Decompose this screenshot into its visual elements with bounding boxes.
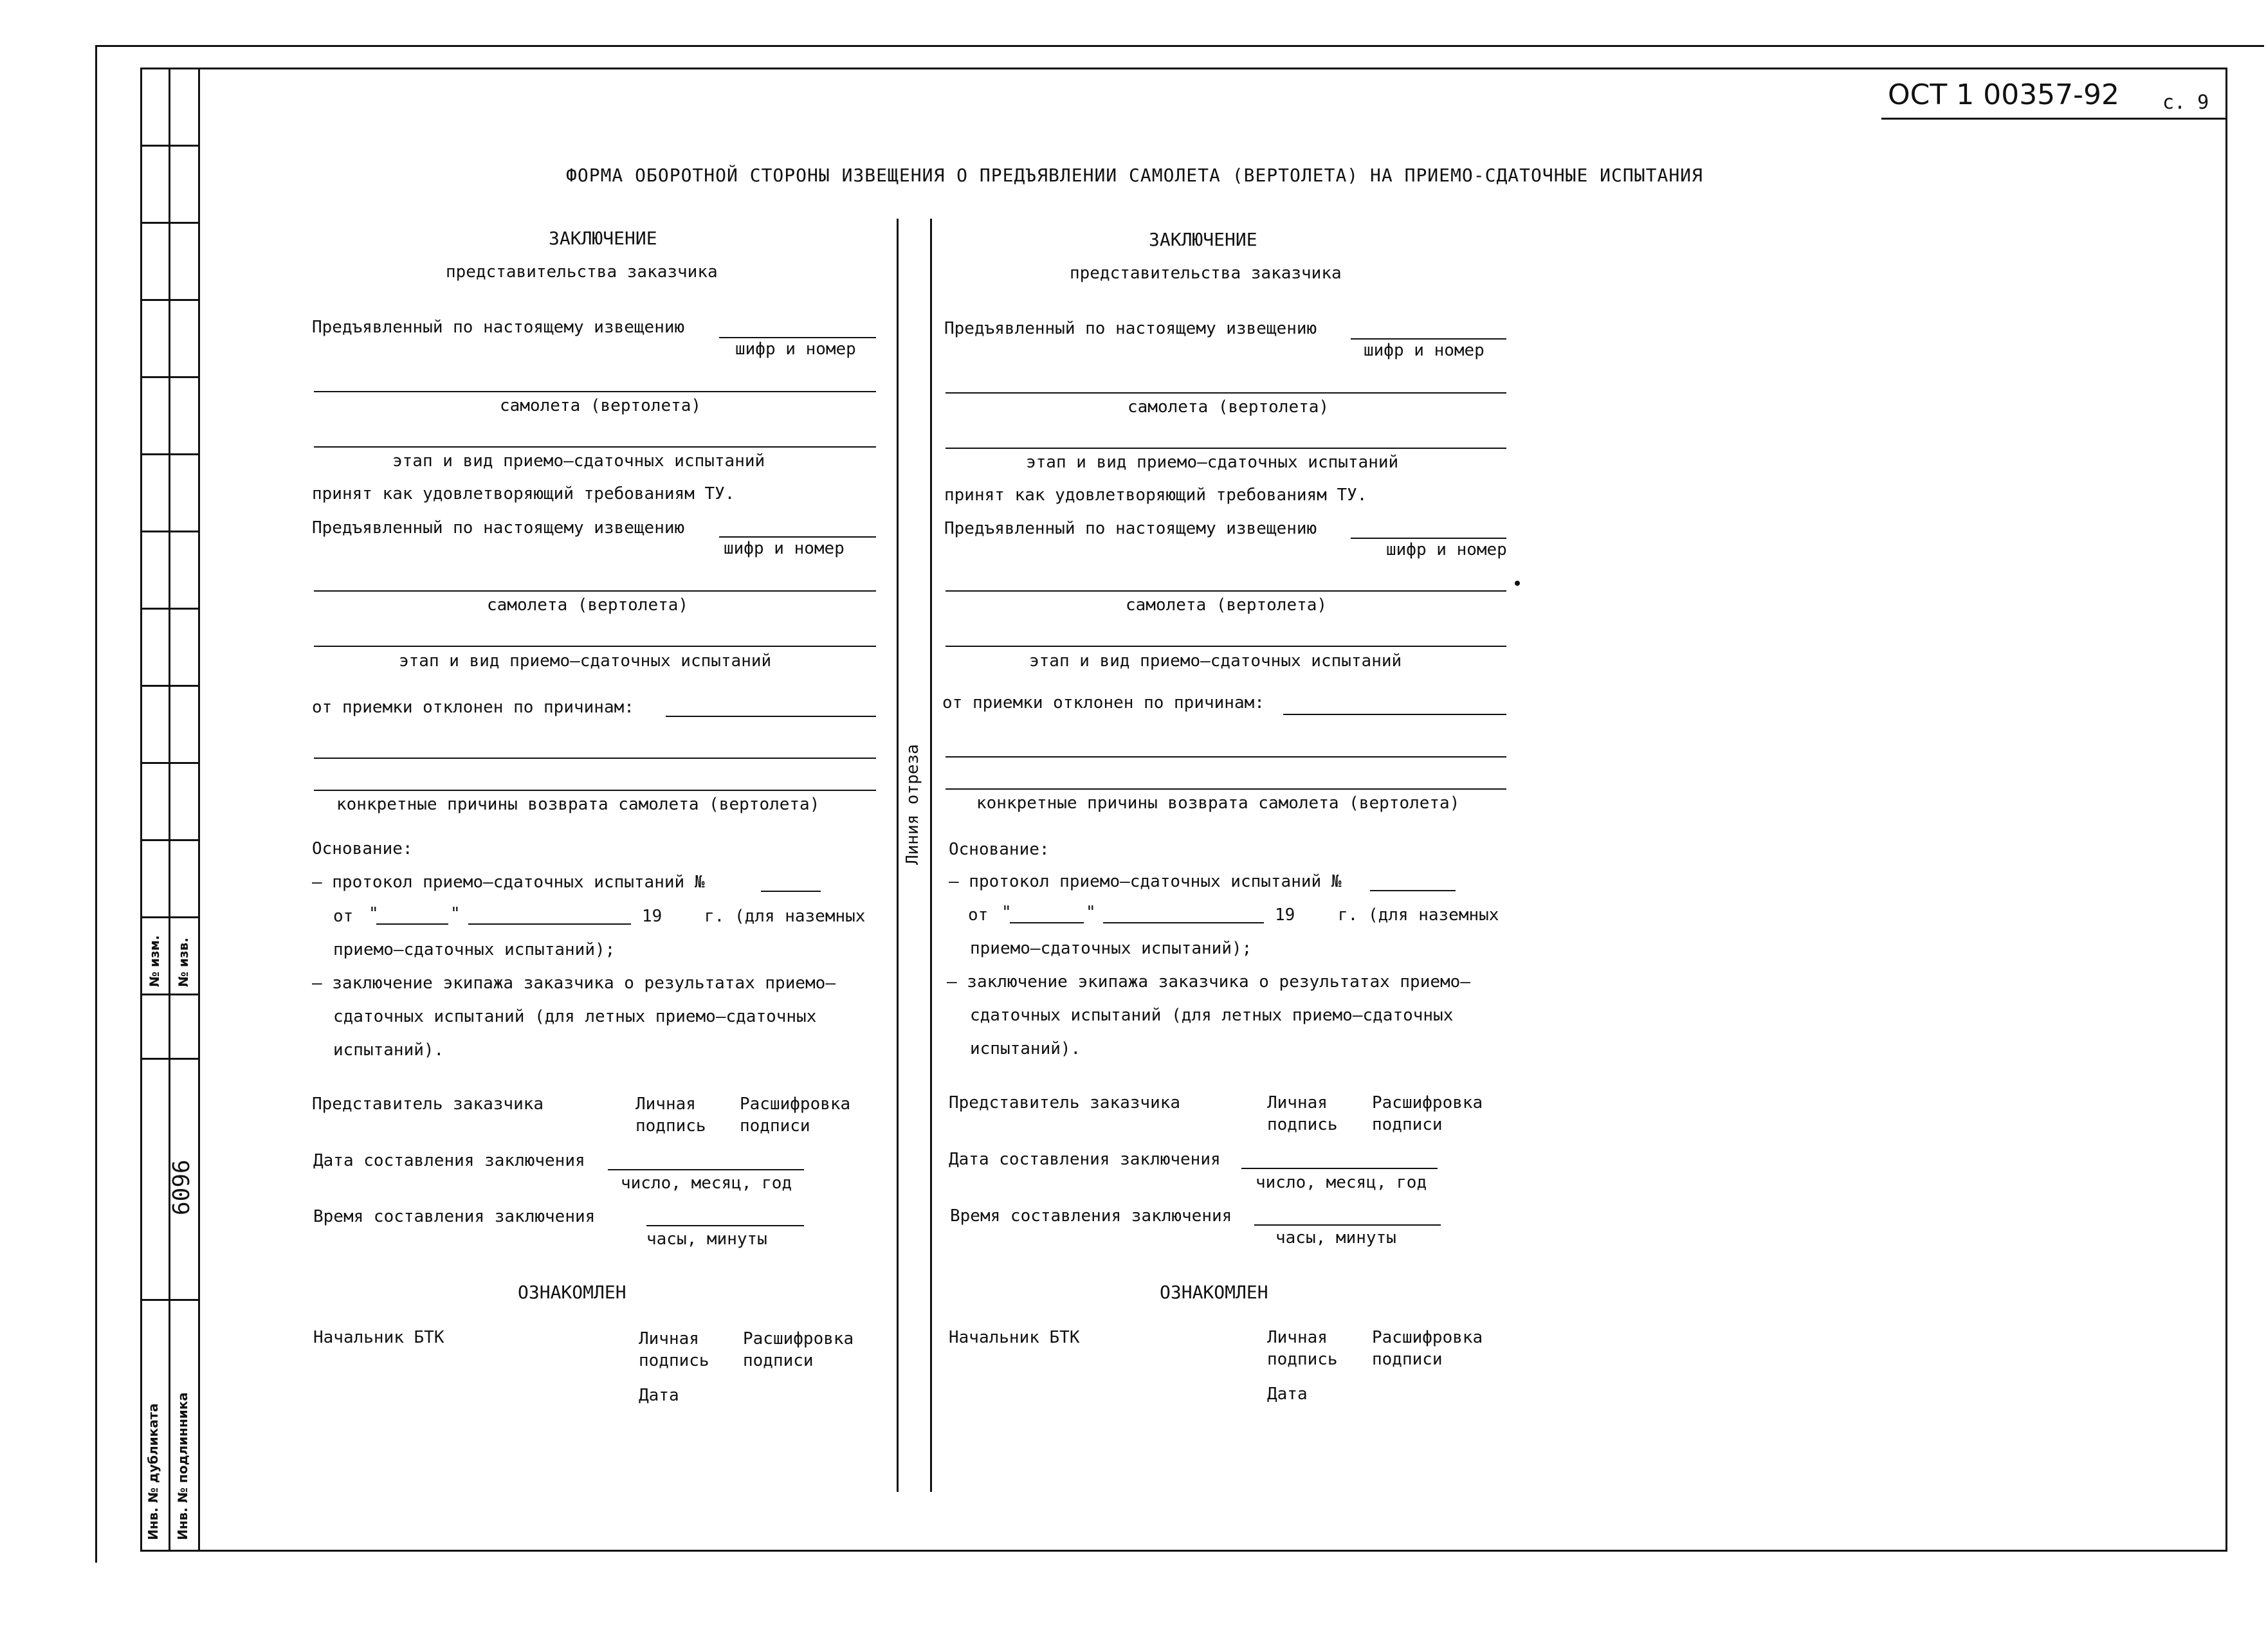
sidebar-izv: № изв. xyxy=(176,938,191,987)
left-stage-1: этап и вид приемо–сдаточных испытаний xyxy=(392,451,765,471)
sidebar-cell xyxy=(140,299,198,301)
left-day-line[interactable] xyxy=(376,923,448,925)
left-rep: Представитель заказчика xyxy=(312,1094,544,1114)
inner-frame-right xyxy=(2225,68,2227,1552)
left-basis: Основание: xyxy=(312,839,413,858)
left-date-line[interactable] xyxy=(608,1169,804,1170)
left-aircraft-2: самолета (вертолета) xyxy=(487,595,689,615)
sidebar-inv-dublikata: Инв. № дубликата xyxy=(145,1403,161,1540)
left-crew-2: сдаточных испытаний (для летных приемо–сдаточных xyxy=(333,1007,817,1026)
left-heading: ЗАКЛЮЧЕНИЕ xyxy=(549,228,657,249)
frame-left xyxy=(95,45,97,1563)
right-quote-close: " xyxy=(1086,903,1096,922)
page-title: ФОРМА ОБОРОТНОЙ СТОРОНЫ ИЗВЕЩЕНИЯ О ПРЕДЪЯВЛЕНИИ САМОЛЕТА (ВЕРТОЛЕТА) НА ПРИЕМО-СДАТОЧНЫЕ ИСПЫТАНИЯ xyxy=(566,165,1703,186)
left-subheading: представительства заказчика xyxy=(446,262,718,282)
left-quote-close: " xyxy=(450,904,461,923)
left-ground-2: приемо–сдаточных испытаний); xyxy=(333,940,616,959)
right-chief: Начальник БТК xyxy=(949,1328,1080,1347)
left-aircraft-line-2[interactable] xyxy=(314,590,876,592)
left-cipher-line-1[interactable] xyxy=(719,337,876,338)
left-cipher-line-2[interactable] xyxy=(719,536,876,538)
right-time-label: Время составления заключения xyxy=(950,1206,1232,1226)
sidebar-cell xyxy=(140,222,198,224)
sidebar-cell xyxy=(140,916,198,918)
right-protocol: – протокол приемо–сдаточных испытаний № xyxy=(949,872,1342,891)
right-crew-1: – заключение экипажа заказчика о результатах приемо– xyxy=(947,972,1470,992)
left-reasons-line-c[interactable] xyxy=(314,790,876,791)
left-ground: г. (для наземных xyxy=(704,907,866,926)
sidebar-inner-right xyxy=(198,68,200,1552)
left-crew-1: – заключение экипажа заказчика о результатах приемо– xyxy=(312,974,836,993)
sidebar-cell xyxy=(140,531,198,532)
left-crew-3: испытаний). xyxy=(333,1040,444,1060)
cut-line-left xyxy=(897,219,899,1492)
frame-top xyxy=(95,45,2264,47)
right-sig-2b: подпись xyxy=(1267,1350,1338,1369)
left-aircraft-1: самолета (вертолета) xyxy=(500,396,702,415)
right-stage-2: этап и вид приемо–сдаточных испытаний xyxy=(1029,651,1402,671)
right-cipher-line-2[interactable] xyxy=(1351,538,1506,539)
right-stage-1: этап и вид приемо–сдаточных испытаний xyxy=(1026,453,1399,472)
inner-frame-top xyxy=(140,68,2227,69)
right-time-line[interactable] xyxy=(1254,1224,1441,1226)
right-month-line[interactable] xyxy=(1103,922,1264,923)
left-cipher-2: шифр и номер xyxy=(724,539,845,558)
left-quote-open: " xyxy=(369,904,379,923)
right-date-hint: число, месяц, год xyxy=(1256,1173,1427,1192)
right-aircraft-1: самолета (вертолета) xyxy=(1128,397,1329,417)
left-date-label: Дата составления заключения xyxy=(313,1151,585,1170)
sidebar-number: 6096 xyxy=(169,1159,195,1215)
left-aircraft-line-1[interactable] xyxy=(314,391,876,392)
sidebar-outer-left xyxy=(140,68,142,1552)
right-reasons: конкретные причины возврата самолета (вертолета) xyxy=(976,794,1460,813)
right-basis: Основание: xyxy=(949,840,1050,859)
right-cipher-line-1[interactable] xyxy=(1351,338,1506,340)
right-protocol-no-line[interactable] xyxy=(1370,890,1456,891)
left-date-short: Дата xyxy=(639,1386,679,1405)
left-presented-1: Предъявленный по настоящему извещению xyxy=(312,318,685,337)
left-sig-2: подпись xyxy=(635,1116,706,1136)
right-from: от xyxy=(968,905,989,925)
left-accepted: принят как удовлетворяющий требованиям ТУ. xyxy=(312,484,735,504)
right-date-line[interactable] xyxy=(1241,1168,1438,1169)
right-dec-2: подписи xyxy=(1372,1115,1443,1134)
right-presented-2: Предъявленный по настоящему извещению xyxy=(944,519,1317,538)
right-dec-1: Расшифровка xyxy=(1372,1093,1483,1112)
left-from: от xyxy=(333,907,354,926)
sidebar-cell xyxy=(140,762,198,764)
right-aircraft-2: самолета (вертолета) xyxy=(1126,595,1328,615)
left-sig-1b: Личная xyxy=(639,1329,699,1348)
left-reasons: конкретные причины возврата самолета (вертолета) xyxy=(336,795,820,814)
left-time-label: Время составления заключения xyxy=(313,1207,596,1226)
sidebar-cell xyxy=(140,994,198,995)
left-sig-2b: подпись xyxy=(639,1351,709,1370)
sidebar-izm: № изм. xyxy=(147,935,162,987)
left-stage-line-2[interactable] xyxy=(314,646,876,647)
right-date-label: Дата составления заключения xyxy=(949,1150,1221,1169)
sidebar-cell xyxy=(140,608,198,610)
left-stage-2: этап и вид приемо–сдаточных испытаний xyxy=(399,651,772,671)
right-sig-2: подпись xyxy=(1267,1115,1338,1134)
right-dec-1b: Расшифровка xyxy=(1372,1328,1483,1347)
right-ground-2: приемо–сдаточных испытаний); xyxy=(970,939,1252,958)
right-sig-1: Личная xyxy=(1267,1093,1328,1112)
right-subheading: представительства заказчика xyxy=(1070,264,1342,283)
left-dec-2: подписи xyxy=(740,1116,810,1136)
sidebar-cell xyxy=(140,376,198,378)
right-reasons-line-c[interactable] xyxy=(946,788,1506,790)
right-crew-2: сдаточных испытаний (для летных приемо–сдаточных xyxy=(970,1006,1454,1025)
right-aircraft-line-2[interactable] xyxy=(946,590,1506,592)
right-day-line[interactable] xyxy=(1010,922,1084,923)
left-time-line[interactable] xyxy=(646,1225,804,1226)
sidebar-cell xyxy=(140,145,198,147)
left-acquainted: ОЗНАКОМЛЕН xyxy=(518,1282,626,1303)
left-rejected: от приемки отклонен по причинам: xyxy=(312,698,634,717)
right-year: 19 xyxy=(1275,905,1295,925)
left-dec-1b: Расшифровка xyxy=(743,1329,854,1348)
document-code: ОСТ 1 00357-92 xyxy=(1888,78,2120,111)
right-aircraft-line-1[interactable] xyxy=(946,392,1506,394)
right-crew-3: испытаний). xyxy=(970,1039,1081,1058)
sidebar-cell xyxy=(140,1058,198,1060)
sidebar-inv-podlinnika: Инв. № подлинника xyxy=(175,1392,190,1540)
right-presented-1: Предъявленный по настоящему извещению xyxy=(944,319,1317,338)
left-year: 19 xyxy=(642,907,662,926)
right-rep: Представитель заказчика xyxy=(949,1093,1181,1112)
right-reasons-line-a[interactable] xyxy=(1283,714,1506,715)
left-dec-2b: подписи xyxy=(743,1351,814,1370)
stray-dot xyxy=(1515,581,1520,586)
sidebar-cell xyxy=(140,1299,198,1301)
right-acquainted: ОЗНАКОМЛЕН xyxy=(1160,1282,1268,1303)
left-reasons-line-a[interactable] xyxy=(666,716,876,717)
right-stage-line-1[interactable] xyxy=(946,448,1506,449)
sidebar-cell xyxy=(140,839,198,841)
right-dec-2b: подписи xyxy=(1372,1350,1443,1369)
left-sig-1: Личная xyxy=(635,1094,696,1114)
cut-line-label: Линия отреза xyxy=(903,744,922,865)
left-presented-2: Предъявленный по настоящему извещению xyxy=(312,518,685,538)
sidebar-cell xyxy=(140,453,198,455)
left-protocol: – протокол приемо–сдаточных испытаний № xyxy=(312,873,705,892)
left-date-hint: число, месяц, год xyxy=(621,1174,792,1193)
left-dec-1: Расшифровка xyxy=(740,1094,851,1114)
left-chief: Начальник БТК xyxy=(313,1328,444,1347)
right-ground: г. (для наземных xyxy=(1338,905,1499,925)
right-reasons-line-b[interactable] xyxy=(946,756,1506,758)
right-time-hint: часы, минуты xyxy=(1275,1228,1396,1248)
cut-line-right xyxy=(930,219,932,1492)
left-time-hint: часы, минуты xyxy=(646,1230,767,1249)
page-number: с. 9 xyxy=(2162,91,2209,114)
left-cipher-1: шифр и номер xyxy=(735,340,856,359)
left-protocol-no-line[interactable] xyxy=(761,891,821,892)
right-rejected: от приемки отклонен по причинам: xyxy=(942,693,1265,713)
right-cipher-2: шифр и номер xyxy=(1386,540,1507,559)
right-stage-line-2[interactable] xyxy=(946,646,1506,647)
sidebar-cell xyxy=(140,685,198,687)
left-stage-line-1[interactable] xyxy=(314,446,876,448)
right-quote-open: " xyxy=(1001,903,1012,922)
right-sig-1b: Личная xyxy=(1267,1328,1328,1347)
sidebar-middle xyxy=(169,68,170,1552)
header-underline xyxy=(1881,118,2225,120)
right-heading: ЗАКЛЮЧЕНИЕ xyxy=(1149,229,1257,250)
left-reasons-line-b[interactable] xyxy=(314,758,876,759)
right-cipher-1: шифр и номер xyxy=(1364,341,1485,360)
right-accepted: принят как удовлетворяющий требованиям ТУ. xyxy=(944,486,1367,505)
right-date-short: Дата xyxy=(1267,1384,1308,1404)
left-month-line[interactable] xyxy=(468,923,631,925)
inner-frame-bottom xyxy=(140,1550,2227,1552)
